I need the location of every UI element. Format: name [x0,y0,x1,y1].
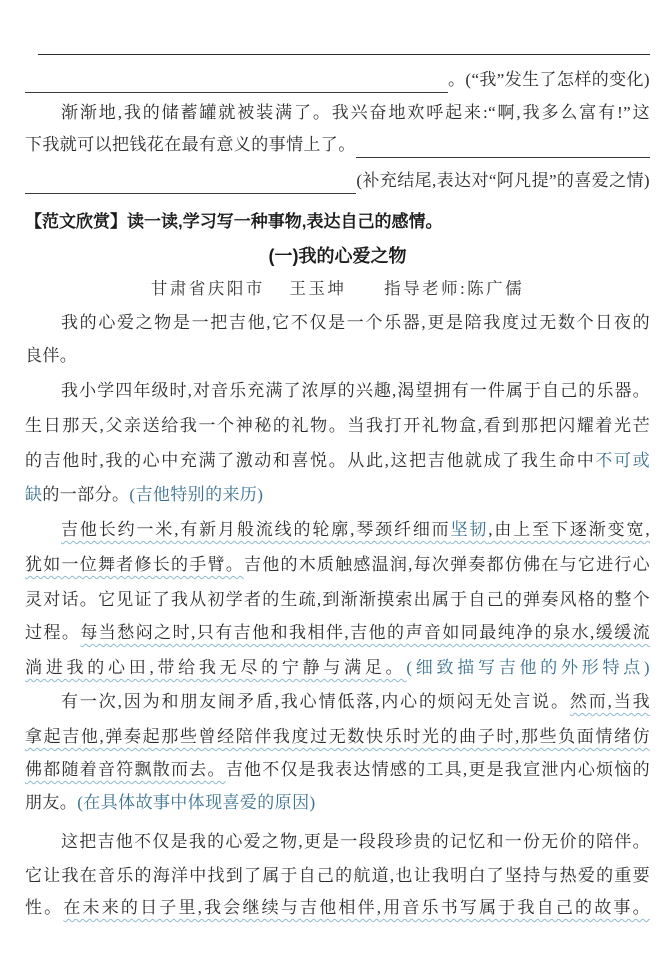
essay-p2-line2: 生日那天,父亲送给我一个神秘的礼物。当我打开礼物盒,看到那把闪耀着光芒 [25,416,650,435]
highlight-word-jianren: 坚韧 [450,520,489,539]
answer-blank-line-1 [38,54,650,55]
byline-teacher: 指导老师:陈广儒 [384,279,525,298]
essay-p4-line3-text: 吉他不仅是我表达情感的工具,更是我宣泄内心烦恼的 [225,760,650,779]
highlight-word-bukehuoque-part1: 不可或 [595,451,650,470]
exercise-paragraph-line-2-text: 下我就可以把钱花在最有意义的事情上了。 [25,135,356,154]
essay-p1-line1: 我的心爱之物是一把吉他,它不仅是一个乐器,更是陪我度过无数个日夜的 [61,313,650,332]
essay-p5-line3 [25,895,650,921]
essay-p3-line3: 灵对话。它见证了我从初学者的生疏,到渐渐摸索出属于自己的弹奏风格的整个 [25,590,650,609]
annotation-guitar-origin: (吉他特别的来历) [129,485,264,504]
essay-p5-line1: 这把吉他不仅是我的心爱之物,更是一段段珍贵的记忆和一份无价的陪伴。 [61,832,650,851]
essay-p5-line2: 它让我在音乐的海洋中找到了属于自己的航道,也让我明白了坚持与热爱的重要 [25,866,650,885]
essay-p3-line4 [25,620,650,646]
essay-p3-line1 [25,517,650,543]
wavy-underlined-text: 拿起吉他,弹奏起那些曾经陪伴我度过无数快乐时光的曲子时,那些负面情绪仿 [25,727,650,746]
essay-p2-line4 [25,482,650,508]
exercise-paragraph-line-2 [25,132,650,158]
wavy-underlined-text: 然而,当我 [569,692,650,711]
exercise-ending-hint: (补充结尾,表达对“阿凡提”的喜爱之情) [356,171,650,190]
essay-p3-line2 [25,552,650,578]
annotation-reason-for-love: (在具体故事中体现喜爱的原因) [77,793,316,812]
essay-p3-line2-text: 吉他的木质触感温润,每次弹奏都仿佛在与它进行心 [243,555,650,574]
essay-p2-line3 [25,448,650,474]
highlight-word-bukehuoque-part2: 缺 [25,485,43,504]
wavy-underlined-text: 犹如一位舞者修长的手臂。 [25,555,244,574]
essay-p4-line4 [25,790,650,816]
byline-location: 甘肃省庆阳市 [150,279,265,298]
answer-blank-line-3 [356,153,650,158]
essay-byline [25,276,650,302]
essay-p1-line2: 良伴。 [25,346,78,365]
wavy-underlined-text: 淌进我的心田,带给我无尽的宁静与满足。 [25,658,407,677]
wavy-underlined-text: 每当愁闷之时,只有吉他和我相伴,吉他的声音如同最纯净的泉水,缓缓流 [80,623,650,642]
essay-p4-line2 [25,724,650,750]
byline-author: 王玉坤 [289,279,347,298]
essay-p2-line1: 我小学四年级时,对音乐充满了浓厚的兴趣,渴望拥有一件属于自己的乐器。 [61,381,650,400]
wavy-underlined-text: 佛都随着音符飘散而去。 [25,760,226,779]
essay-title: (一)我的心爱之物 [268,246,407,266]
exercise-change-hint: 。(“我”发生了怎样的变化) [447,70,650,89]
essay-p2-line4-text: 的一部分。 [42,485,130,504]
essay-p5-line3-text: 性。 [25,898,64,917]
exercise-paragraph-line-1: 渐渐地,我的储蓄罐就被装满了。我兴奋地欢呼起来:“啊,我多么富有!”这 [61,103,650,122]
essay-p3-line5 [25,655,650,681]
answer-blank-line-4 [25,189,356,194]
wavy-underlined-text: ,由上至下逐渐变宽, [488,520,650,539]
exercise-ending-line [25,168,650,194]
annotation-appearance-description: (细致描写吉他的外形特点) [406,658,650,677]
section-header: 【范文欣赏】读一读,学习写一种事物,表达自己的感情。 [25,212,443,231]
essay-p2-line3-text: 的吉他时,我的心中充满了激动和喜悦。从此,这把吉他就成了我生命中 [25,451,596,470]
wavy-underlined-text: 在未来的日子里,我会继续与吉他相伴,用音乐书写属于我自己的故事。 [63,898,650,917]
essay-p4-line1 [25,689,650,715]
essay-p4-line4-text: 朋友。 [25,793,78,812]
essay-p4-line1-text: 有一次,因为和朋友闹矛盾,我心情低落,内心的烦闷无处言说。 [61,692,570,711]
wavy-underlined-text: 吉他长约一米,有新月般流线的轮廓,琴颈纤细而 [61,520,451,539]
essay-p3-line4-text: 过程。 [25,623,81,642]
answer-line-2 [25,67,650,93]
essay-p4-line3 [25,757,650,783]
answer-blank-line-2 [25,88,448,93]
